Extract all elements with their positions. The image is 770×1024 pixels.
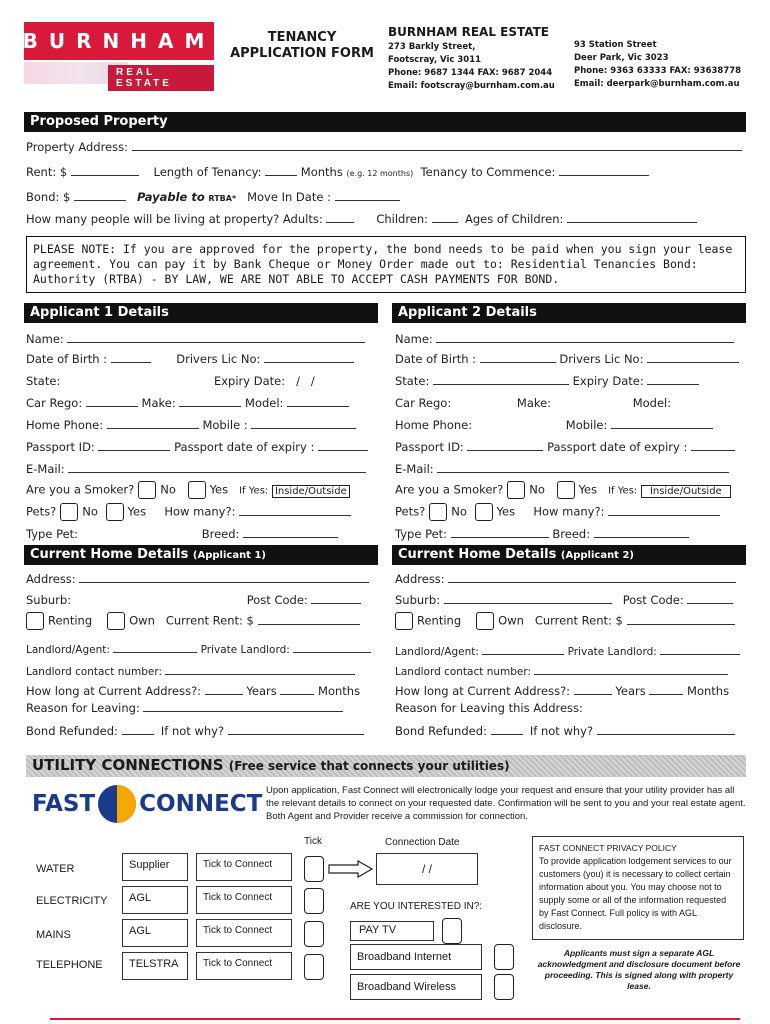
app2-name[interactable]: Name:: [395, 332, 734, 346]
utility-blurb: Upon application, Fast Connect will electronically lodge your request and ensure that your utility provider has all the relevant details to connect on your requested date. Confirmation will be sent to you and your real estate agent. Both Agent and Provider receive a commission for connection.: [266, 785, 746, 822]
option-broadband-wireless: Broadband Wireless: [350, 974, 482, 1000]
section-applicant-1: Applicant 1 Details: [24, 303, 378, 323]
home2-refund[interactable]: Bond Refunded: If not why?: [395, 724, 735, 738]
util-water-tick-label: Tick to Connect: [196, 853, 292, 881]
util-electricity-checkbox[interactable]: [304, 888, 324, 914]
app1-email[interactable]: E-Mail:: [26, 462, 366, 476]
app1-passport[interactable]: Passport ID: Passport date of expiry :: [26, 440, 368, 454]
fast-connect-logo: FAST CONNECT: [32, 785, 262, 823]
app1-name[interactable]: Name:: [26, 332, 365, 346]
app2-dob[interactable]: Date of Birth : Drivers Lic No:: [395, 352, 739, 366]
util-telephone-tick-label: Tick to Connect: [196, 952, 292, 980]
app2-smoker[interactable]: Are you a Smoker? No Yes If Yes: Inside/Outside: [395, 481, 731, 499]
tick-header: Tick: [304, 836, 322, 847]
app1-phones[interactable]: Home Phone: Mobile :: [26, 418, 356, 432]
home1-refund[interactable]: Bond Refunded: If not why?: [26, 724, 364, 738]
footer-rule: [50, 1018, 740, 1020]
app1-dob[interactable]: Date of Birth : Drivers Lic No:: [26, 352, 354, 366]
option-broadband-internet: Broadband Internet: [350, 944, 482, 970]
app1-smoker[interactable]: Are you a Smoker? No Yes If Yes: Inside/Outside: [26, 481, 350, 499]
util-electricity-tick-label: Tick to Connect: [196, 886, 292, 914]
home2-suburb[interactable]: Suburb: Post Code:: [395, 593, 733, 607]
util-mains-tick-label: Tick to Connect: [196, 919, 292, 947]
section-applicant-2: Applicant 2 Details: [392, 303, 746, 323]
connection-date-header: Connection Date: [385, 837, 460, 848]
app1-state[interactable]: State: Expiry Date: / /: [26, 374, 315, 388]
home2-address[interactable]: Address:: [395, 572, 736, 586]
util-telephone-checkbox[interactable]: [304, 954, 324, 980]
form-title: TENANCY APPLICATION FORM: [230, 30, 374, 61]
app2-passport[interactable]: Passport ID: Passport date of expiry :: [395, 440, 735, 454]
section-home-1: Current Home Details (Applicant 1): [24, 545, 378, 565]
util-electricity-label: ELECTRICITY: [36, 895, 108, 907]
util-electricity-provider: AGL: [122, 886, 188, 914]
bond-row[interactable]: Bond: $ Payable to RTBA* Move In Date :: [26, 190, 400, 204]
app2-car[interactable]: Car Rego: Make: Model:: [395, 396, 672, 410]
home1-tenure[interactable]: Renting Own Current Rent: $: [26, 612, 360, 630]
home1-suburb[interactable]: Suburb: Post Code:: [26, 593, 361, 607]
agl-notice: Applicants must sign a separate AGL acknowledgment and disclosure document before proceeding. This is signed along with property lease.: [537, 948, 741, 991]
option-pay-tv: PAY TV: [350, 921, 434, 941]
util-water-provider: Supplier: [122, 853, 188, 881]
app2-state[interactable]: State: Expiry Date:: [395, 374, 699, 388]
rent-row[interactable]: Rent: $ Length of Tenancy: Months (e.g. 12 months) Tenancy to Commence:: [26, 165, 649, 179]
connection-date-input[interactable]: / /: [376, 853, 478, 885]
app1-pets[interactable]: Pets? No Yes How many?:: [26, 503, 351, 521]
interested-label: ARE YOU INTERESTED IN?:: [350, 901, 483, 912]
arrow-right-icon: [328, 860, 374, 878]
pay-tv-checkbox[interactable]: [442, 918, 462, 944]
app1-pet-type[interactable]: Type Pet: Breed:: [26, 527, 338, 541]
util-mains-label: MAINS: [36, 929, 71, 941]
bond-notice: PLEASE NOTE: If you are approved for the property, the bond needs to be paid when you sign your lease agreement. You can pay it by Bank Cheque or Money Order made out to: Residential Tenancies Bond: Authority (RTBA) - BY LAW, WE ARE NOT ABLE TO ACCEPT CASH PAYMENTS FOR BOND.: [26, 236, 746, 293]
home2-howlong[interactable]: How long at Current Address?: Years Months: [395, 684, 730, 698]
section-home-2: Current Home Details (Applicant 2): [392, 545, 746, 565]
section-utility-connections: UTILITY CONNECTIONS (Free service that connects your utilities): [26, 755, 746, 777]
fast-connect-emblem-icon: [98, 785, 136, 823]
app2-pet-type[interactable]: Type Pet: Breed:: [395, 527, 689, 541]
privacy-policy-box: FAST CONNECT PRIVACY POLICY To provide application lodgement services to our customers (you) it is necessary to collect certain information about you. You may choose not to supply some or all of the information requested by Fast Connect. Full policy is with AGL disclosure.: [532, 836, 744, 940]
property-address-field[interactable]: Property Address:: [26, 140, 742, 154]
util-telephone-provider: TELSTRA: [122, 952, 188, 980]
home2-landlord[interactable]: Landlord/Agent: Private Landlord:: [395, 644, 740, 658]
app2-pets[interactable]: Pets? No Yes How many?:: [395, 503, 720, 521]
home2-contact[interactable]: Landlord contact number:: [395, 664, 728, 678]
app1-car[interactable]: Car Rego: Make: Model:: [26, 396, 349, 410]
home2-tenure[interactable]: Renting Own Current Rent: $: [395, 612, 735, 630]
home2-reason[interactable]: Reason for Leaving this Address:: [395, 701, 583, 715]
section-proposed-property: Proposed Property: [24, 112, 746, 132]
broadband-wireless-checkbox[interactable]: [494, 974, 514, 1000]
util-mains-provider: AGL: [122, 919, 188, 947]
brand-logo-sub: REAL ESTATE: [24, 62, 214, 84]
occupants-row[interactable]: How many people will be living at property? Adults: Children: Ages of Children:: [26, 212, 697, 226]
office-footscray: BURNHAM REAL ESTATE 273 Barkly Street, Footscray, Vic 3011 Phone: 9687 1344 FAX: 9687 2044 Email: footscray@burnham.com.au: [388, 25, 555, 91]
home1-howlong[interactable]: How long at Current Address?: Years Months: [26, 684, 361, 698]
app2-phones[interactable]: Home Phone: Mobile:: [395, 418, 713, 432]
util-water-label: WATER: [36, 863, 75, 875]
home1-address[interactable]: Address:: [26, 572, 369, 586]
util-mains-checkbox[interactable]: [304, 921, 324, 947]
home1-contact[interactable]: Landlord contact number:: [26, 664, 355, 678]
home1-reason[interactable]: Reason for Leaving:: [26, 701, 343, 715]
util-water-checkbox[interactable]: [304, 856, 324, 882]
broadband-internet-checkbox[interactable]: [494, 944, 514, 970]
util-telephone-label: TELEPHONE: [36, 959, 103, 971]
home1-landlord[interactable]: Landlord/Agent: Private Landlord:: [26, 642, 371, 656]
brand-logo: BURNHAM: [24, 22, 214, 60]
office-deerpark: 93 Station Street Deer Park, Vic 3023 Phone: 9363 63333 FAX: 93638778 Email: deerpark@burnham.com.au: [574, 40, 742, 89]
app2-email[interactable]: E-Mail:: [395, 462, 729, 476]
